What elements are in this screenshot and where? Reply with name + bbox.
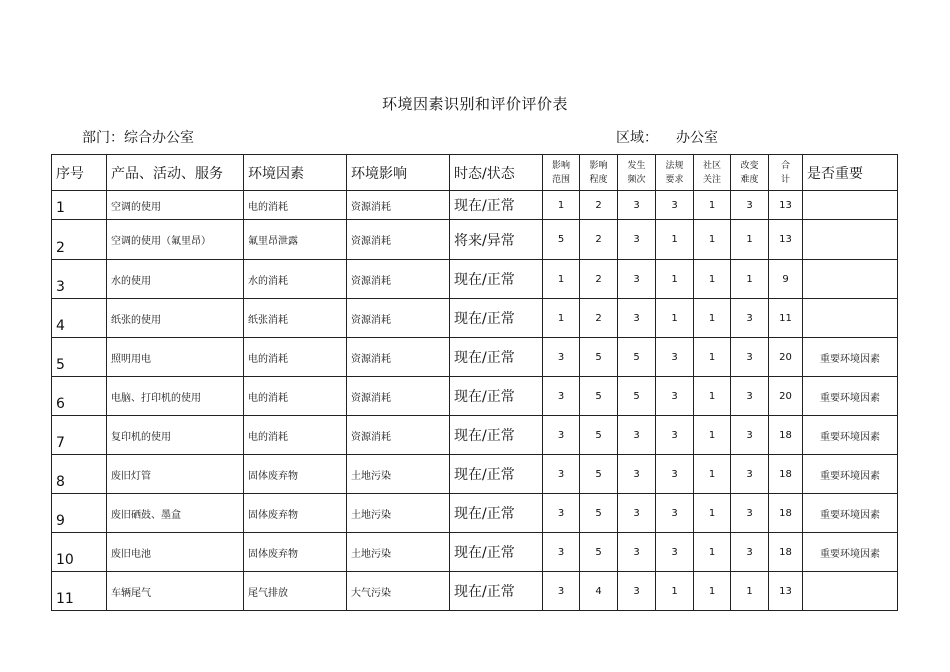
table-row — [52, 377, 898, 416]
cell-state: 现在/正常 — [450, 572, 543, 611]
cell-change: 3 — [731, 377, 769, 416]
cell-law: 3 — [656, 416, 694, 455]
cell-state: 将来/异常 — [450, 220, 543, 260]
table-row — [52, 533, 898, 572]
table-row — [52, 191, 898, 220]
cell-frequency: 5 — [618, 377, 656, 416]
cell-factor: 固体废弃物 — [244, 533, 347, 572]
cell-factor: 电的消耗 — [244, 191, 347, 220]
cell-scope: 3 — [543, 455, 580, 494]
cell-product: 车辆尾气 — [107, 572, 244, 611]
cell-product: 废旧电池 — [107, 533, 244, 572]
cell-factor: 尾气排放 — [244, 572, 347, 611]
cell-important: 重要环境因素 — [803, 533, 898, 572]
cell-scope: 1 — [543, 299, 580, 338]
cell-frequency: 3 — [618, 494, 656, 533]
cell-product: 照明用电 — [107, 338, 244, 377]
cell-factor: 纸张消耗 — [244, 299, 347, 338]
cell-total: 9 — [769, 260, 803, 299]
cell-seq: 6 — [52, 377, 107, 416]
cell-important: 重要环境因素 — [803, 338, 898, 377]
cell-change: 3 — [731, 416, 769, 455]
cell-frequency: 3 — [618, 533, 656, 572]
cell-product: 复印机的使用 — [107, 416, 244, 455]
cell-impact: 资源消耗 — [347, 338, 450, 377]
cell-degree: 5 — [580, 533, 618, 572]
table-row — [52, 299, 898, 338]
cell-state: 现在/正常 — [450, 260, 543, 299]
cell-degree: 2 — [580, 260, 618, 299]
cell-scope: 3 — [543, 416, 580, 455]
cell-factor: 固体废弃物 — [244, 455, 347, 494]
cell-law: 3 — [656, 494, 694, 533]
cell-change: 3 — [731, 338, 769, 377]
cell-frequency: 3 — [618, 191, 656, 220]
cell-total: 18 — [769, 416, 803, 455]
cell-factor: 水的消耗 — [244, 260, 347, 299]
cell-scope: 5 — [543, 220, 580, 260]
cell-product: 废旧灯管 — [107, 455, 244, 494]
area-value: 办公室 — [676, 130, 718, 146]
cell-state: 现在/正常 — [450, 533, 543, 572]
cell-scope: 3 — [543, 377, 580, 416]
cell-seq: 3 — [52, 260, 107, 299]
cell-scope: 1 — [543, 260, 580, 299]
header-total: 合 计 — [769, 155, 803, 191]
cell-seq: 8 — [52, 455, 107, 494]
header-seq: 序号 — [52, 155, 107, 191]
cell-impact: 资源消耗 — [347, 191, 450, 220]
cell-impact: 土地污染 — [347, 455, 450, 494]
cell-community: 1 — [694, 220, 731, 260]
cell-impact: 资源消耗 — [347, 377, 450, 416]
page-title: 环境因素识别和评价评价表 — [381, 95, 568, 113]
cell-community: 1 — [694, 455, 731, 494]
cell-seq: 10 — [52, 533, 107, 572]
cell-community: 1 — [694, 260, 731, 299]
table-row — [52, 416, 898, 455]
cell-law: 3 — [656, 377, 694, 416]
cell-scope: 1 — [543, 191, 580, 220]
cell-important: 重要环境因素 — [803, 416, 898, 455]
cell-factor: 固体废弃物 — [244, 494, 347, 533]
cell-state: 现在/正常 — [450, 338, 543, 377]
cell-change: 1 — [731, 220, 769, 260]
table-row — [52, 220, 898, 260]
department-label: 部门：综合办公室 — [82, 130, 194, 146]
cell-law: 3 — [656, 533, 694, 572]
cell-frequency: 3 — [618, 299, 656, 338]
cell-factor: 电的消耗 — [244, 338, 347, 377]
cell-community: 1 — [694, 191, 731, 220]
cell-degree: 2 — [580, 191, 618, 220]
cell-important — [803, 260, 898, 299]
cell-factor: 电的消耗 — [244, 377, 347, 416]
cell-important — [803, 220, 898, 260]
table-row — [52, 494, 898, 533]
cell-important — [803, 572, 898, 611]
cell-impact: 大气污染 — [347, 572, 450, 611]
header-degree: 影响 程度 — [580, 155, 618, 191]
cell-change: 3 — [731, 455, 769, 494]
cell-impact: 土地污染 — [347, 494, 450, 533]
cell-state: 现在/正常 — [450, 377, 543, 416]
cell-law: 1 — [656, 260, 694, 299]
cell-community: 1 — [694, 299, 731, 338]
area-label — [616, 127, 718, 147]
cell-frequency: 3 — [618, 220, 656, 260]
cell-change: 3 — [731, 494, 769, 533]
cell-impact: 资源消耗 — [347, 299, 450, 338]
cell-frequency: 5 — [618, 338, 656, 377]
cell-important: 重要环境因素 — [803, 494, 898, 533]
cell-degree: 5 — [580, 494, 618, 533]
header-factor: 环境因素 — [244, 155, 347, 191]
cell-state: 现在/正常 — [450, 416, 543, 455]
header-product: 产品、活动、服务 — [107, 155, 244, 191]
cell-important — [803, 191, 898, 220]
cell-factor: 电的消耗 — [244, 416, 347, 455]
cell-product: 纸张的使用 — [107, 299, 244, 338]
cell-community: 1 — [694, 338, 731, 377]
cell-seq: 11 — [52, 572, 107, 611]
cell-community: 1 — [694, 572, 731, 611]
cell-frequency: 3 — [618, 455, 656, 494]
cell-law: 1 — [656, 572, 694, 611]
cell-state: 现在/正常 — [450, 494, 543, 533]
cell-impact: 资源消耗 — [347, 260, 450, 299]
cell-community: 1 — [694, 533, 731, 572]
cell-seq: 4 — [52, 299, 107, 338]
cell-scope: 3 — [543, 533, 580, 572]
cell-law: 3 — [656, 338, 694, 377]
cell-important — [803, 299, 898, 338]
cell-law: 1 — [656, 220, 694, 260]
cell-impact: 资源消耗 — [347, 416, 450, 455]
cell-seq: 5 — [52, 338, 107, 377]
cell-impact: 资源消耗 — [347, 220, 450, 260]
cell-degree: 2 — [580, 299, 618, 338]
cell-total: 20 — [769, 377, 803, 416]
header-important: 是否重要 — [803, 155, 898, 191]
cell-change: 3 — [731, 533, 769, 572]
cell-product: 电脑、打印机的使用 — [107, 377, 244, 416]
table-header-row — [52, 155, 898, 191]
cell-state: 现在/正常 — [450, 455, 543, 494]
cell-important: 重要环境因素 — [803, 455, 898, 494]
cell-total: 13 — [769, 220, 803, 260]
cell-total: 13 — [769, 572, 803, 611]
evaluation-table — [51, 154, 898, 611]
cell-change: 3 — [731, 191, 769, 220]
cell-product: 空调的使用 — [107, 191, 244, 220]
cell-impact: 土地污染 — [347, 533, 450, 572]
table-row — [52, 572, 898, 611]
cell-degree: 5 — [580, 377, 618, 416]
cell-community: 1 — [694, 416, 731, 455]
cell-state: 现在/正常 — [450, 299, 543, 338]
cell-seq: 1 — [52, 191, 107, 220]
cell-change: 1 — [731, 572, 769, 611]
cell-product: 空调的使用（氟里昂） — [107, 220, 244, 260]
table-row — [52, 260, 898, 299]
cell-state: 现在/正常 — [450, 191, 543, 220]
cell-law: 3 — [656, 455, 694, 494]
cell-frequency: 3 — [618, 572, 656, 611]
cell-total: 18 — [769, 455, 803, 494]
cell-law: 3 — [656, 191, 694, 220]
table-row — [52, 455, 898, 494]
cell-community: 1 — [694, 494, 731, 533]
cell-community: 1 — [694, 377, 731, 416]
header-community: 社区 关注 — [694, 155, 731, 191]
cell-factor: 氟里昂泄露 — [244, 220, 347, 260]
area-label-text: 区域： — [616, 130, 658, 146]
header-state: 时态/状态 — [450, 155, 543, 191]
cell-product: 废旧硒鼓、墨盒 — [107, 494, 244, 533]
cell-total: 13 — [769, 191, 803, 220]
cell-change: 3 — [731, 299, 769, 338]
header-scope: 影响 范围 — [543, 155, 580, 191]
cell-total: 11 — [769, 299, 803, 338]
cell-product: 水的使用 — [107, 260, 244, 299]
cell-degree: 5 — [580, 416, 618, 455]
header-change: 改变 难度 — [731, 155, 769, 191]
cell-frequency: 3 — [618, 416, 656, 455]
cell-degree: 5 — [580, 338, 618, 377]
cell-total: 18 — [769, 533, 803, 572]
cell-total: 18 — [769, 494, 803, 533]
cell-degree: 4 — [580, 572, 618, 611]
cell-degree: 2 — [580, 220, 618, 260]
cell-scope: 3 — [543, 572, 580, 611]
cell-total: 20 — [769, 338, 803, 377]
header-impact: 环境影响 — [347, 155, 450, 191]
cell-law: 1 — [656, 299, 694, 338]
table-row — [52, 338, 898, 377]
cell-degree: 5 — [580, 455, 618, 494]
cell-change: 1 — [731, 260, 769, 299]
header-law: 法规 要求 — [656, 155, 694, 191]
cell-scope: 3 — [543, 338, 580, 377]
cell-frequency: 3 — [618, 260, 656, 299]
header-frequency: 发生 频次 — [618, 155, 656, 191]
cell-seq: 7 — [52, 416, 107, 455]
cell-important: 重要环境因素 — [803, 377, 898, 416]
cell-seq: 9 — [52, 494, 107, 533]
cell-seq: 2 — [52, 220, 107, 260]
cell-scope: 3 — [543, 494, 580, 533]
